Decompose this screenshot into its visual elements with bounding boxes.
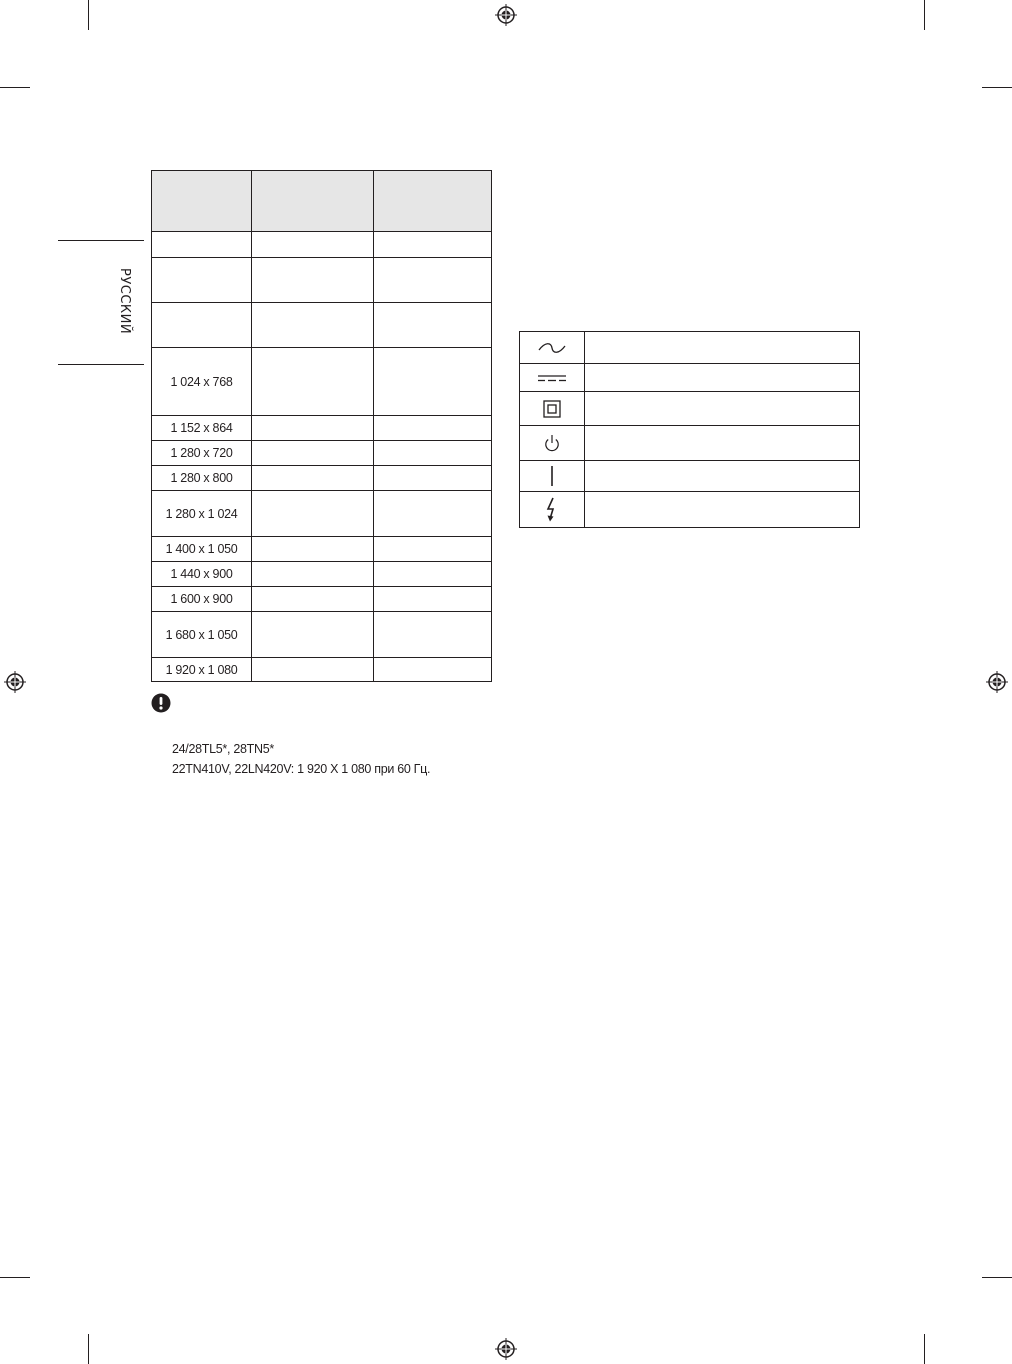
registration-mark-right	[986, 671, 1008, 693]
note-line-models: 24/28TL5*, 28TN5*	[172, 742, 274, 756]
dangerous-voltage-icon	[520, 492, 585, 528]
table-row	[520, 461, 860, 492]
table-cell	[252, 303, 374, 348]
table-row	[152, 537, 492, 562]
resolution-cell	[152, 232, 252, 258]
crop-mark-left-top	[0, 87, 30, 88]
side-tab-language: РУССКИЙ	[117, 268, 132, 335]
header-cell	[374, 171, 492, 232]
table-row	[152, 303, 492, 348]
standby-icon	[520, 426, 585, 461]
table-cell	[252, 491, 374, 537]
resolution-table	[151, 170, 492, 682]
table-cell	[374, 612, 492, 658]
note-line-resolution: 22TN410V, 22LN420V: 1 920 X 1 080 при 60 Гц.	[172, 762, 431, 776]
header-cell	[252, 171, 374, 232]
resolution-cell: 1 600 x 900	[152, 587, 252, 612]
table-cell	[374, 258, 492, 303]
table-row	[152, 612, 492, 658]
table-cell	[252, 232, 374, 258]
registration-mark-left	[4, 671, 26, 693]
table-row	[152, 491, 492, 537]
table-cell	[252, 587, 374, 612]
table-cell	[252, 348, 374, 416]
table-row	[152, 232, 492, 258]
registration-mark-bottom	[495, 1338, 517, 1360]
table-cell	[374, 416, 492, 441]
table-cell	[374, 441, 492, 466]
class-ii-equipment-icon	[520, 392, 585, 426]
table-row	[152, 416, 492, 441]
table-header-row	[152, 171, 492, 232]
table-row	[152, 258, 492, 303]
table-cell	[252, 562, 374, 587]
registration-mark-top	[495, 4, 517, 26]
table-row	[152, 348, 492, 416]
table-cell	[252, 258, 374, 303]
table-row	[152, 466, 492, 491]
table-row	[152, 658, 492, 682]
crop-mark-left-bottom	[0, 1277, 30, 1278]
ac-current-icon	[520, 332, 585, 364]
resolution-cell: 1 152 x 864	[152, 416, 252, 441]
resolution-cell: 1 024 x 768	[152, 348, 252, 416]
resolution-cell	[152, 258, 252, 303]
resolution-cell: 1 920 x 1 080	[152, 658, 252, 682]
crop-mark-bottom-right	[924, 1334, 925, 1364]
table-row	[520, 332, 860, 364]
symbol-description	[585, 426, 860, 461]
crop-mark-top-left	[88, 0, 89, 30]
table-cell	[252, 441, 374, 466]
table-cell	[252, 537, 374, 562]
symbol-description	[585, 392, 860, 426]
table-cell	[374, 587, 492, 612]
crop-mark-right-bottom	[982, 1277, 1012, 1278]
table-cell	[374, 466, 492, 491]
side-tab-bottom-rule	[58, 364, 144, 365]
side-tab-top-rule	[58, 240, 144, 241]
table-row	[520, 426, 860, 461]
resolution-cell	[152, 303, 252, 348]
resolution-cell: 1 280 x 1 024	[152, 491, 252, 537]
crop-mark-right-top	[982, 87, 1012, 88]
exclamation-icon	[151, 693, 171, 713]
resolution-cell: 1 440 x 900	[152, 562, 252, 587]
resolution-cell: 1 280 x 720	[152, 441, 252, 466]
symbol-description	[585, 332, 860, 364]
table-row	[520, 364, 860, 392]
table-cell	[374, 348, 492, 416]
table-cell	[252, 612, 374, 658]
header-cell	[152, 171, 252, 232]
table-row	[152, 587, 492, 612]
table-row	[520, 492, 860, 528]
table-row	[152, 441, 492, 466]
table-row	[152, 562, 492, 587]
table-cell	[374, 303, 492, 348]
table-cell	[374, 562, 492, 587]
crop-mark-bottom-left	[88, 1334, 89, 1364]
table-row	[520, 392, 860, 426]
symbols-table	[519, 331, 860, 528]
table-cell	[252, 658, 374, 682]
table-cell	[374, 658, 492, 682]
dc-current-icon	[520, 364, 585, 392]
crop-mark-top-right	[924, 0, 925, 30]
table-cell	[374, 491, 492, 537]
resolution-cell: 1 280 x 800	[152, 466, 252, 491]
table-cell	[374, 537, 492, 562]
resolution-cell: 1 400 x 1 050	[152, 537, 252, 562]
symbol-description	[585, 364, 860, 392]
power-on-icon	[520, 461, 585, 492]
table-cell	[374, 232, 492, 258]
resolution-cell: 1 680 x 1 050	[152, 612, 252, 658]
symbol-description	[585, 461, 860, 492]
table-cell	[252, 466, 374, 491]
table-cell	[252, 416, 374, 441]
symbol-description	[585, 492, 860, 528]
